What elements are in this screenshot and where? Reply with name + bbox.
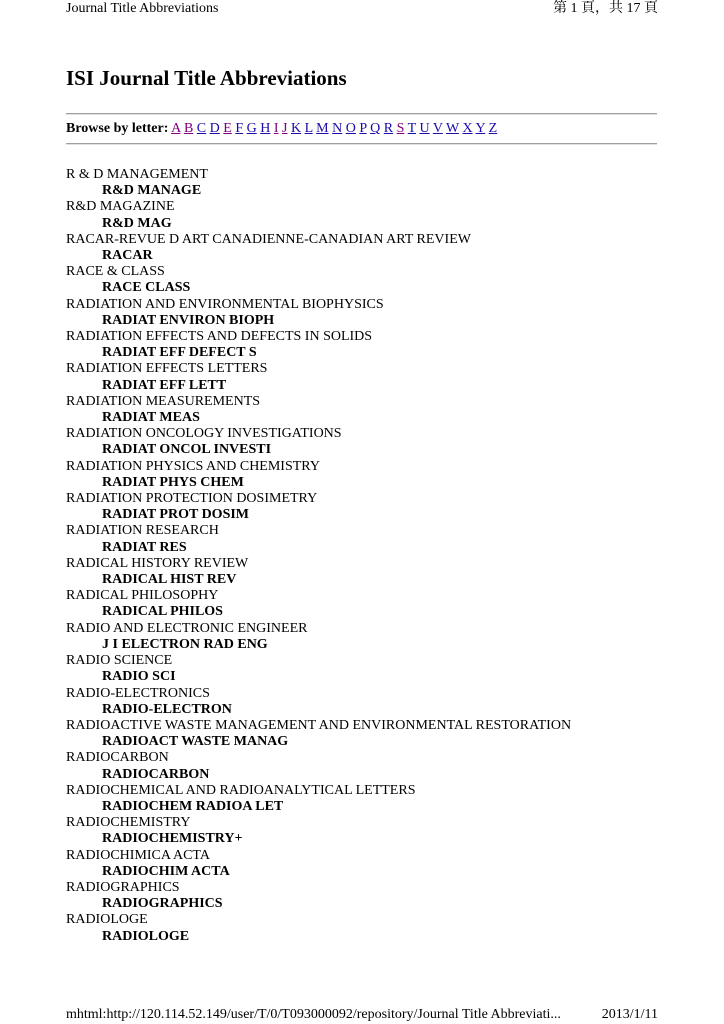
page-title: ISI Journal Title Abbreviations [66,66,347,90]
letter-link-q[interactable]: Q [370,121,381,136]
journal-abbreviation: RADIAT RES [102,539,187,555]
journal-full-title: RADIATION RESEARCH [66,523,219,539]
journal-abbreviation: RADIAT ONCOL INVESTI [102,442,272,458]
journal-abbreviation: RADIOCHEMISTRY+ [102,831,243,847]
journal-full-title: RACAR-REVUE D ART CANADIENNE-CANADIAN ART REVIEW [66,231,471,247]
print-footer-date: 2013/1/11 [601,1007,658,1022]
journal-abbreviation: R&D MAG [102,215,172,231]
letter-link-s[interactable]: S [396,121,405,136]
journal-full-title: RADIOCHEMICAL AND RADIOANALYTICAL LETTERS [66,782,416,798]
journal-full-title: RADIOCARBON [66,750,169,766]
journal-abbreviation: RADIAT EFF LETT [102,377,227,393]
journal-full-title: RADIATION PHYSICS AND CHEMISTRY [66,458,320,474]
journal-abbreviation: R&D MANAGE [102,183,202,199]
journal-abbreviation: RADIOCHIM ACTA [102,863,230,879]
letter-link-d[interactable]: D [209,121,220,136]
journal-abbreviation: RADIAT PROT DOSIM [102,507,250,523]
journal-abbreviation: RADIAT PHYS CHEM [102,474,244,490]
letter-link-w[interactable]: W [445,121,459,136]
journal-full-title: RACE & CLASS [66,264,165,280]
journal-abbreviation: RADIOLOGE [102,928,190,944]
divider-top [66,113,657,115]
letter-link-h[interactable]: H [260,121,271,136]
journal-full-title: RADIATION EFFECTS LETTERS [66,361,268,377]
letter-link-l[interactable]: L [304,121,313,136]
journal-full-title: RADIOACTIVE WASTE MANAGEMENT AND ENVIRONMENTAL RESTORATION [66,717,572,733]
journal-full-title: RADIOCHEMISTRY [66,815,191,831]
print-header-title: Journal Title Abbreviations [66,1,219,16]
letter-link-r[interactable]: R [383,121,394,136]
letter-link-j[interactable]: J [282,121,288,136]
journal-abbreviation: RADICAL HIST REV [102,572,237,588]
letter-link-x[interactable]: X [462,121,473,136]
journal-abbreviation: J I ELECTRON RAD ENG [102,636,268,652]
journal-abbreviation: RADIOCHEM RADIOA LET [102,798,284,814]
journal-abbreviation: RACE CLASS [102,280,191,296]
letter-link-p[interactable]: P [359,121,367,136]
print-footer-url: mhtml:http://120.114.52.149/user/T/0/T093000092/repository/Journal Title Abbreviati... [66,1007,561,1022]
letter-link-v[interactable]: V [432,121,443,136]
journal-full-title: RADIO-ELECTRONICS [66,685,210,701]
letter-link-y[interactable]: Y [475,121,486,136]
journal-full-title: RADIATION PROTECTION DOSIMETRY [66,491,318,507]
letter-link-f[interactable]: F [235,121,244,136]
browse-by-letter-bar [66,119,497,139]
journal-abbreviation: RADIAT MEAS [102,410,200,426]
divider-bottom [66,143,657,145]
journal-abbreviation: RADIO SCI [102,669,176,685]
print-header-page-count: 第 1 頁，共 17 頁 [553,1,658,16]
letter-link-e[interactable]: E [223,121,232,136]
letter-link-u[interactable]: U [419,121,430,136]
browse-label: Browse by letter: [66,121,169,136]
letter-link-t[interactable]: T [407,121,416,136]
letter-link-z[interactable]: Z [488,121,498,136]
journal-abbreviation: RACAR [102,248,153,264]
journal-entry-list [66,167,666,945]
journal-full-title: RADIO SCIENCE [66,653,173,669]
journal-full-title: RADICAL HISTORY REVIEW [66,555,249,571]
journal-full-title: RADIOGRAPHICS [66,879,180,895]
letter-link-c[interactable]: C [196,121,207,136]
journal-full-title: RADIOLOGE [66,912,148,928]
letter-link-m[interactable]: M [316,121,329,136]
letter-link-b[interactable]: B [183,121,194,136]
journal-full-title: RADICAL PHILOSOPHY [66,588,219,604]
journal-abbreviation: RADIOGRAPHICS [102,896,223,912]
letter-link-n[interactable]: N [332,121,343,136]
journal-abbreviation: RADIAT ENVIRON BIOPH [102,312,275,328]
journal-abbreviation: RADIAT EFF DEFECT S [102,345,257,361]
journal-abbreviation: RADICAL PHILOS [102,604,223,620]
journal-abbreviation: RADIO-ELECTRON [102,701,232,717]
journal-abbreviation: RADIOCARBON [102,766,210,782]
journal-full-title: R & D MANAGEMENT [66,167,208,182]
letter-link-i[interactable]: I [273,121,279,136]
journal-full-title: RADIO AND ELECTRONIC ENGINEER [66,620,308,636]
journal-full-title: RADIATION ONCOLOGY INVESTIGATIONS [66,426,342,442]
letter-link-k[interactable]: K [291,121,302,136]
journal-full-title: RADIATION EFFECTS AND DEFECTS IN SOLIDS [66,329,373,345]
letter-link-a[interactable]: A [171,121,181,136]
journal-abbreviation: RADIOACT WASTE MANAG [102,734,289,750]
letter-link-o[interactable]: O [345,121,356,136]
journal-full-title: RADIATION MEASUREMENTS [66,393,261,409]
letter-links [171,121,497,136]
letter-link-g[interactable]: G [246,121,257,136]
journal-full-title: RADIATION AND ENVIRONMENTAL BIOPHYSICS [66,296,384,312]
journal-full-title: R&D MAGAZINE [66,199,175,215]
journal-full-title: RADIOCHIMICA ACTA [66,847,210,863]
